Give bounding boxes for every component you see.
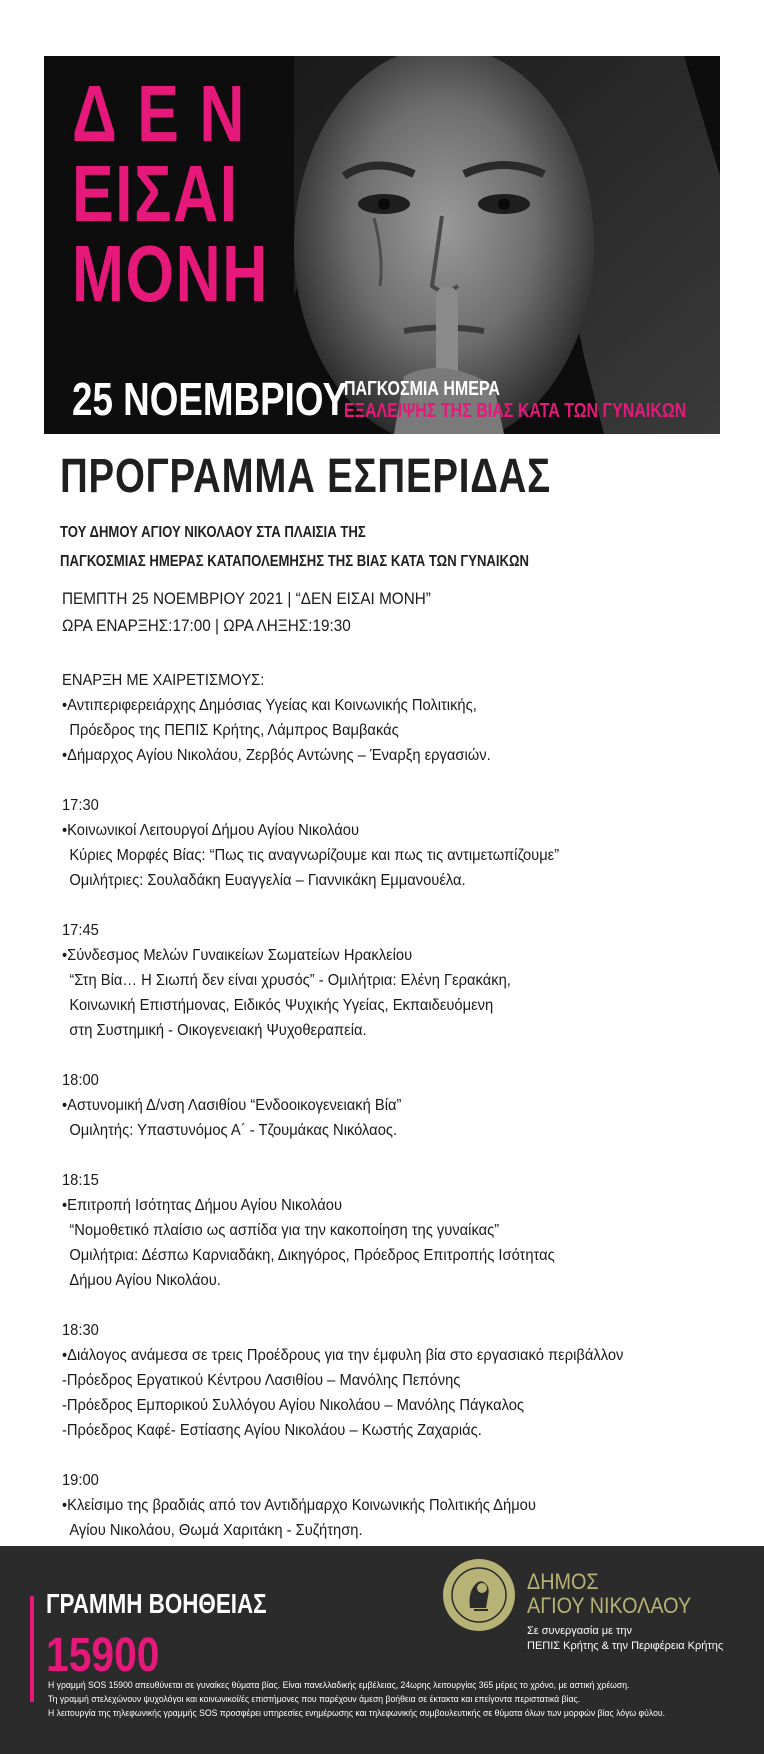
hero-banner: [44, 56, 720, 434]
helpline-number: 15900: [46, 1629, 160, 1682]
section-line: •Δήμαρχος Αγίου Νικολάου, Ζερβός Αντώνης – Έναρξη εργασιών.: [62, 747, 491, 764]
helpline-note: Η γραμμή SOS 15900 απευθύνεται σε γυναίκες θύματα βίας. Είναι πανελλαδικής εμβέλειας, 24ωρης λειτουργίας 365 μέρες το χρόνο, με αστική χρέωση.: [48, 1680, 630, 1690]
schedule-section-1800: [62, 1068, 742, 1143]
program-title: ΠΡΟΓΡΑΜΜΑ ΕΣΠΕΡΙΔΑΣ: [60, 450, 552, 503]
section-line: •Αστυνομική Δ/νση Λασιθίου “Ενδοοικογενειακή Βία”: [62, 1097, 402, 1114]
schedule-section-1830: [62, 1318, 742, 1443]
slogan-line-2: ΕΙΣΑΙ: [72, 149, 239, 238]
municipality-emblem-icon: [442, 1558, 516, 1632]
section-line: -Πρόεδρος Εμπορικού Συλλόγου Αγίου Νικολάου – Μανόλης Πάγκαλος: [62, 1397, 525, 1414]
section-line: •Σύνδεσμος Μελών Γυναικείων Σωματείων Ηρακλείου: [62, 947, 413, 964]
slogan: [72, 69, 269, 318]
slogan-line-3: ΜΟΝΗ: [72, 229, 269, 318]
helpline-accent-bar: [30, 1596, 34, 1702]
section-line: -Πρόεδρος Εργατικού Κέντρου Λασιθίου – Μανόλης Πεπόνης: [62, 1372, 461, 1389]
section-line: Κοινωνική Επιστήμονας, Ειδικός Ψυχικής Υγείας, Εκπαιδευόμενη: [69, 997, 494, 1014]
section-line: Ομιλήτριες: Σουλαδάκη Ευαγγελία – Γιαννικάκη Εμμανουέλα.: [69, 872, 466, 889]
section-heading: ΕΝΑΡΞΗ ΜΕ ΧΑΙΡΕΤΙΣΜΟΥΣ:: [62, 672, 265, 689]
schedule-section-opening: [62, 668, 742, 768]
section-line: •Επιτροπή Ισότητας Δήμου Αγίου Νικολάου: [62, 1197, 343, 1214]
section-line: Πρόεδρος της ΠΕΠΙΣ Κρήτης, Λάμπρος Βαμβακάς: [69, 722, 399, 739]
program-schedule: [62, 668, 742, 1568]
section-time: 17:30: [62, 797, 99, 814]
program-subtitle-2: ΠΑΓΚΟΣΜΙΑΣ ΗΜΕΡΑΣ ΚΑΤΑΠΟΛΕΜΗΣΗΣ ΤΗΣ ΒΙΑΣ ΚΑΤΑ ΤΩΝ ΓΥΝΑΙΚΩΝ: [60, 553, 530, 570]
schedule-section-1730: [62, 793, 742, 893]
schedule-section-1815: [62, 1168, 742, 1293]
section-time: 18:00: [62, 1072, 99, 1089]
schedule-section-1900: [62, 1468, 742, 1543]
collaboration-line-2: ΠΕΠΙΣ Κρήτης & την Περιφέρεια Κρήτης: [527, 1640, 724, 1652]
helpline-notes: [48, 1678, 748, 1720]
helpline-note: Τη γραμμή στελεχώνουν ψυχολόγοι και κοινωνικοί/ές επιστήμονες που παρέχουν άμεση βοήθεια σε έκτακτα και επείγοντα περιστατικά βίας.: [48, 1694, 581, 1704]
section-line: Κύριες Μορφές Βίας: “Πως τις αναγνωρίζουμε και πως τις αντιμετωπίζουμε”: [69, 847, 560, 864]
section-line: Δήμου Αγίου Νικολάου.: [69, 1272, 221, 1289]
section-time: 18:15: [62, 1172, 99, 1189]
footer: [0, 1546, 764, 1754]
section-line: •Διάλογος ανάμεσα σε τρεις Προέδρους για την έμφυλη βία στο εργασιακό περιβάλλον: [62, 1347, 624, 1364]
section-line: -Πρόεδρος Καφέ- Εστίασης Αγίου Νικολάου – Κωστής Ζαχαριάς.: [62, 1422, 482, 1439]
program-subtitle-1: ΤΟΥ ΔΗΜΟΥ ΑΓΙΟΥ ΝΙΚΟΛΑΟΥ ΣΤΑ ΠΛΑΙΣΙΑ ΤΗΣ: [60, 524, 366, 541]
helpline-label: ΓΡΑΜΜΗ ΒΟΗΘΕΙΑΣ: [46, 1588, 267, 1619]
municipality-name-line-2: ΑΓΙΟΥ ΝΙΚΟΛΑΟΥ: [527, 1593, 692, 1618]
event-time-line: ΩΡΑ ΕΝΑΡΞΗΣ:17:00 | ΩΡΑ ΛΗΞΗΣ:19:30: [62, 616, 351, 635]
collaboration-line-1: Σε συνεργασία με την: [527, 1625, 632, 1637]
section-time: 17:45: [62, 922, 99, 939]
municipality-name-line-1: ΔΗΜΟΣ: [527, 1569, 599, 1594]
section-line: Αγίου Νικολάου, Θωμά Χαριτάκη - Συζήτηση.: [69, 1522, 363, 1539]
section-line: “Νομοθετικό πλαίσιο ως ασπίδα για την κακοποίηση της γυναίκας”: [69, 1222, 500, 1239]
section-line: Ομιλητής: Υπαστυνόμος Α΄ - Τζουμάκας Νικόλαος.: [69, 1122, 398, 1139]
world-day-subtitle: ΕΞΑΛΕΙΨΗΣ ΤΗΣ ΒΙΑΣ ΚΑΤΑ ΤΩΝ ΓΥΝΑΙΚΩΝ: [344, 400, 687, 422]
schedule-section-1745: [62, 918, 742, 1043]
section-line: •Αντιπεριφερειάρχης Δημόσιας Υγείας και Κοινωνικής Πολιτικής,: [62, 697, 477, 714]
municipality-name: [527, 1570, 691, 1618]
collaboration-note: [527, 1624, 723, 1654]
section-line: “Στη Βία… Η Σιωπή δεν είναι χρυσός” - Ομιλήτρια: Ελένη Γερακάκη,: [69, 972, 511, 989]
event-date-line: ΠΕΜΠΤΗ 25 ΝΟΕΜΒΡΙΟΥ 2021 | “ΔΕΝ ΕΙΣΑΙ ΜΟΝΗ”: [62, 589, 431, 608]
section-line: •Κλείσιμο της βραδιάς από τον Αντιδήμαρχο Κοινωνικής Πολιτικής Δήμου: [62, 1497, 536, 1514]
event-date: 25 ΝΟΕΜΒΡΙΟΥ: [72, 373, 348, 425]
section-line: Ομιλήτρια: Δέσπω Καρνιαδάκη, Δικηγόρος, Πρόεδρος Επιτροπής Ισότητας: [69, 1247, 555, 1264]
section-line: •Κοινωνικοί Λειτουργοί Δήμου Αγίου Νικολάου: [62, 822, 360, 839]
slogan-line-1: Δ Ε Ν: [72, 69, 247, 158]
world-day-title: ΠΑΓΚΟΣΜΙΑ ΗΜΕΡΑ: [344, 378, 500, 400]
section-time: 18:30: [62, 1322, 99, 1339]
section-time: 19:00: [62, 1472, 99, 1489]
section-line: στη Συστημική - Οικογενειακή Ψυχοθεραπεία.: [69, 1022, 367, 1039]
helpline-note: Η λειτουργία της τηλεφωνικής γραμμής SOS προσφέρει υπηρεσίες ενημέρωσης και τηλεφωνικής συμβουλευτικής σε θύματα όλων των μορφών βίας λόγω φύλου.: [48, 1708, 666, 1718]
